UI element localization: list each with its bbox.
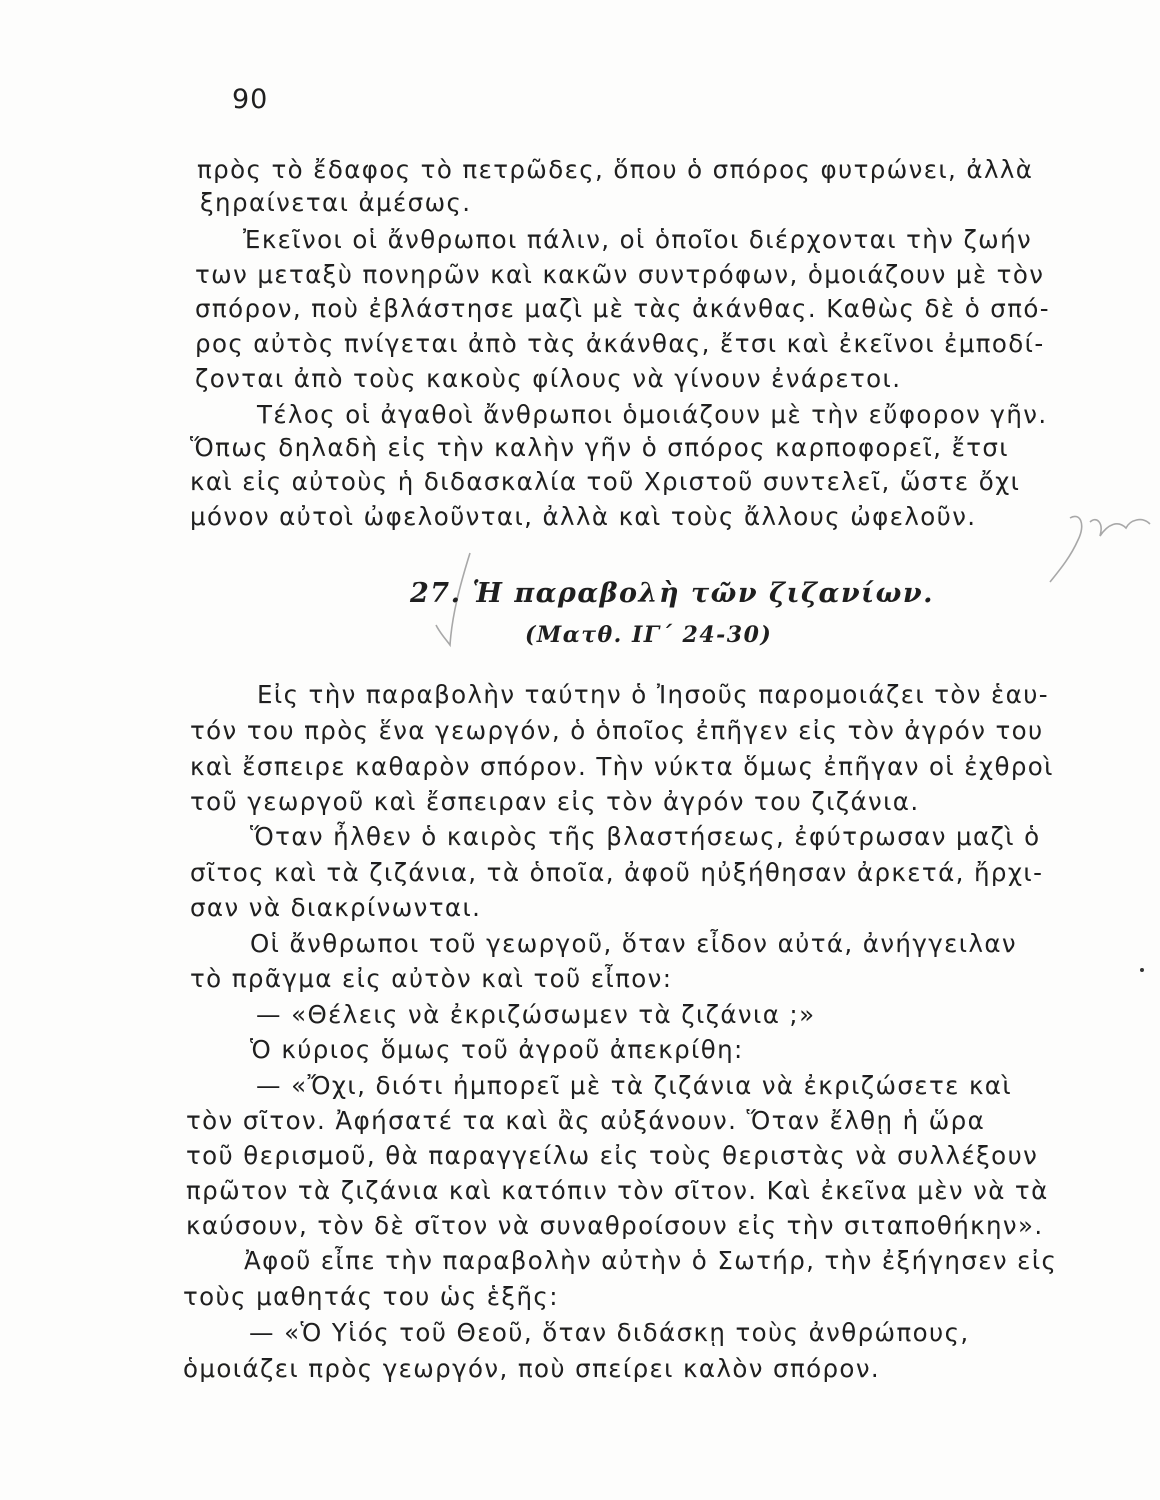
text-line: καὶ ἔσπειρε καθαρὸν σπόρον. Τὴν νύκτα ὅμως ἐπῆγαν οἱ ἐχθροὶ [190,752,1054,781]
text-line: Ὅπως δηλαδὴ εἰς τὴν καλὴν γῆν ὁ σπόρος καρποφορεῖ, ἔτσι [190,433,1009,462]
text-line: Ὁ κύριος ὅμως τοῦ ἀγροῦ ἀπεκρίθη: [250,1035,744,1064]
scripture-reference: (Ματθ. ΙΓ΄ 24-30) [525,622,773,648]
text-line: σαν νὰ διακρίνωνται. [190,893,482,922]
text-line: τοὺς μαθητάς του ὡς ἑξῆς: [183,1282,559,1311]
text-line: πρῶτον τὰ ζιζάνια καὶ κατόπιν τὸν σῖτον. Καὶ ἐκεῖνα μὲν νὰ τὰ [186,1176,1049,1205]
text-line: Ὅταν ἦλθεν ὁ καιρὸς τῆς βλαστήσεως, ἐφύτρωσαν μαζὶ ὁ [250,822,1041,851]
text-line: Οἱ ἄνθρωποι τοῦ γεωργοῦ, ὅταν εἶδον αὐτά, ἀνήγγειλαν [250,929,1018,958]
text-line: ὁμοιάζει πρὸς γεωργόν, ποὺ σπείρει καλὸν σπόρον. [183,1354,881,1383]
text-line: — «Ὁ Υἱός τοῦ Θεοῦ, ὅταν διδάσκῃ τοὺς ἀνθρώπους, [249,1318,970,1347]
text-line: τοῦ θερισμοῦ, θὰ παραγγείλω εἰς τοὺς θεριστὰς νὰ συλλέξουν [186,1141,1039,1170]
pencil-annotation-scribble [1030,500,1155,590]
text-line: πρὸς τὸ ἔδαφος τὸ πετρῶδες, ὅπου ὁ σπόρος φυτρώνει, ἀλλὰ [197,155,1034,184]
text-line: ζονται ἀπὸ τοὺς κακοὺς φίλους νὰ γίνουν ἐνάρετοι. [195,364,902,393]
text-line: Τέλος οἱ ἀγαθοὶ ἄνθρωποι ὁμοιάζουν μὲ τὴν εὔφορον γῆν. [257,400,1048,429]
text-line: — «Θέλεις νὰ ἐκριζώσωμεν τὰ ζιζάνια ;» [256,1000,816,1029]
text-line: των μεταξὺ πονηρῶν καὶ κακῶν συντρόφων, ὁμοιάζουν μὲ τὸν [195,260,1045,289]
text-line: ρος αὐτὸς πνίγεται ἀπὸ τὰς ἀκάνθας, ἔτσι καὶ ἐκεῖνοι ἐμποδί- [195,329,1045,358]
text-line: καύσουν, τὸν δὲ σῖτον νὰ συναθροίσουν εἰς τὴν σιταποθήκην». [186,1211,1044,1240]
text-line: σῖτος καὶ τὰ ζιζάνια, τὰ ὁποῖα, ἀφοῦ ηὐξήθησαν ἀρκετά, ἤρχι- [190,858,1044,887]
text-line: μόνον αὐτοὶ ὠφελοῦνται, ἀλλὰ καὶ τοὺς ἄλλους ὠφελοῦν. [190,502,977,531]
text-line: καὶ εἰς αὐτοὺς ἡ διδασκαλία τοῦ Χριστοῦ συντελεῖ, ὥστε ὄχι [190,467,1021,496]
text-line: — «Ὄχι, διότι ἠμπορεῖ μὲ τὰ ζιζάνια νὰ ἐκριζώσετε καὶ [256,1071,1013,1100]
text-line: σπόρον, ποὺ ἐβλάστησε μαζὶ μὲ τὰς ἀκάνθας. Καθὼς δὲ ὁ σπό- [195,294,1051,323]
text-line: ξηραίνεται ἀμέσως. [200,188,472,217]
margin-dot [1140,968,1144,972]
section-heading: 27. Ἡ παραβολὴ τῶν ζιζανίων. [410,578,934,609]
text-line: τὸν σῖτον. Ἀφήσατέ τα καὶ ἂς αὐξάνουν. Ὅταν ἔλθῃ ἡ ὥρα [186,1106,986,1135]
text-line: Ἐκεῖνοι οἱ ἄνθρωποι πάλιν, οἱ ὁποῖοι διέρχονται τὴν ζωήν [243,225,1033,254]
text-line: Εἰς τὴν παραβολὴν ταύτην ὁ Ἰησοῦς παρομοιάζει τὸν ἑαυ- [257,680,1050,709]
page-number: 90 [232,84,269,115]
text-line: τὸ πρᾶγμα εἰς αὐτὸν καὶ τοῦ εἶπον: [190,964,673,993]
text-line: τόν του πρὸς ἕνα γεωργόν, ὁ ὁποῖος ἐπῆγεν εἰς τὸν ἀγρόν του [190,716,1044,745]
text-line: τοῦ γεωργοῦ καὶ ἔσπειραν εἰς τὸν ἀγρόν του ζιζάνια. [190,787,920,816]
text-line: Ἀφοῦ εἶπε τὴν παραβολὴν αὐτὴν ὁ Σωτήρ, τὴν ἐξήγησεν εἰς [244,1246,1058,1275]
